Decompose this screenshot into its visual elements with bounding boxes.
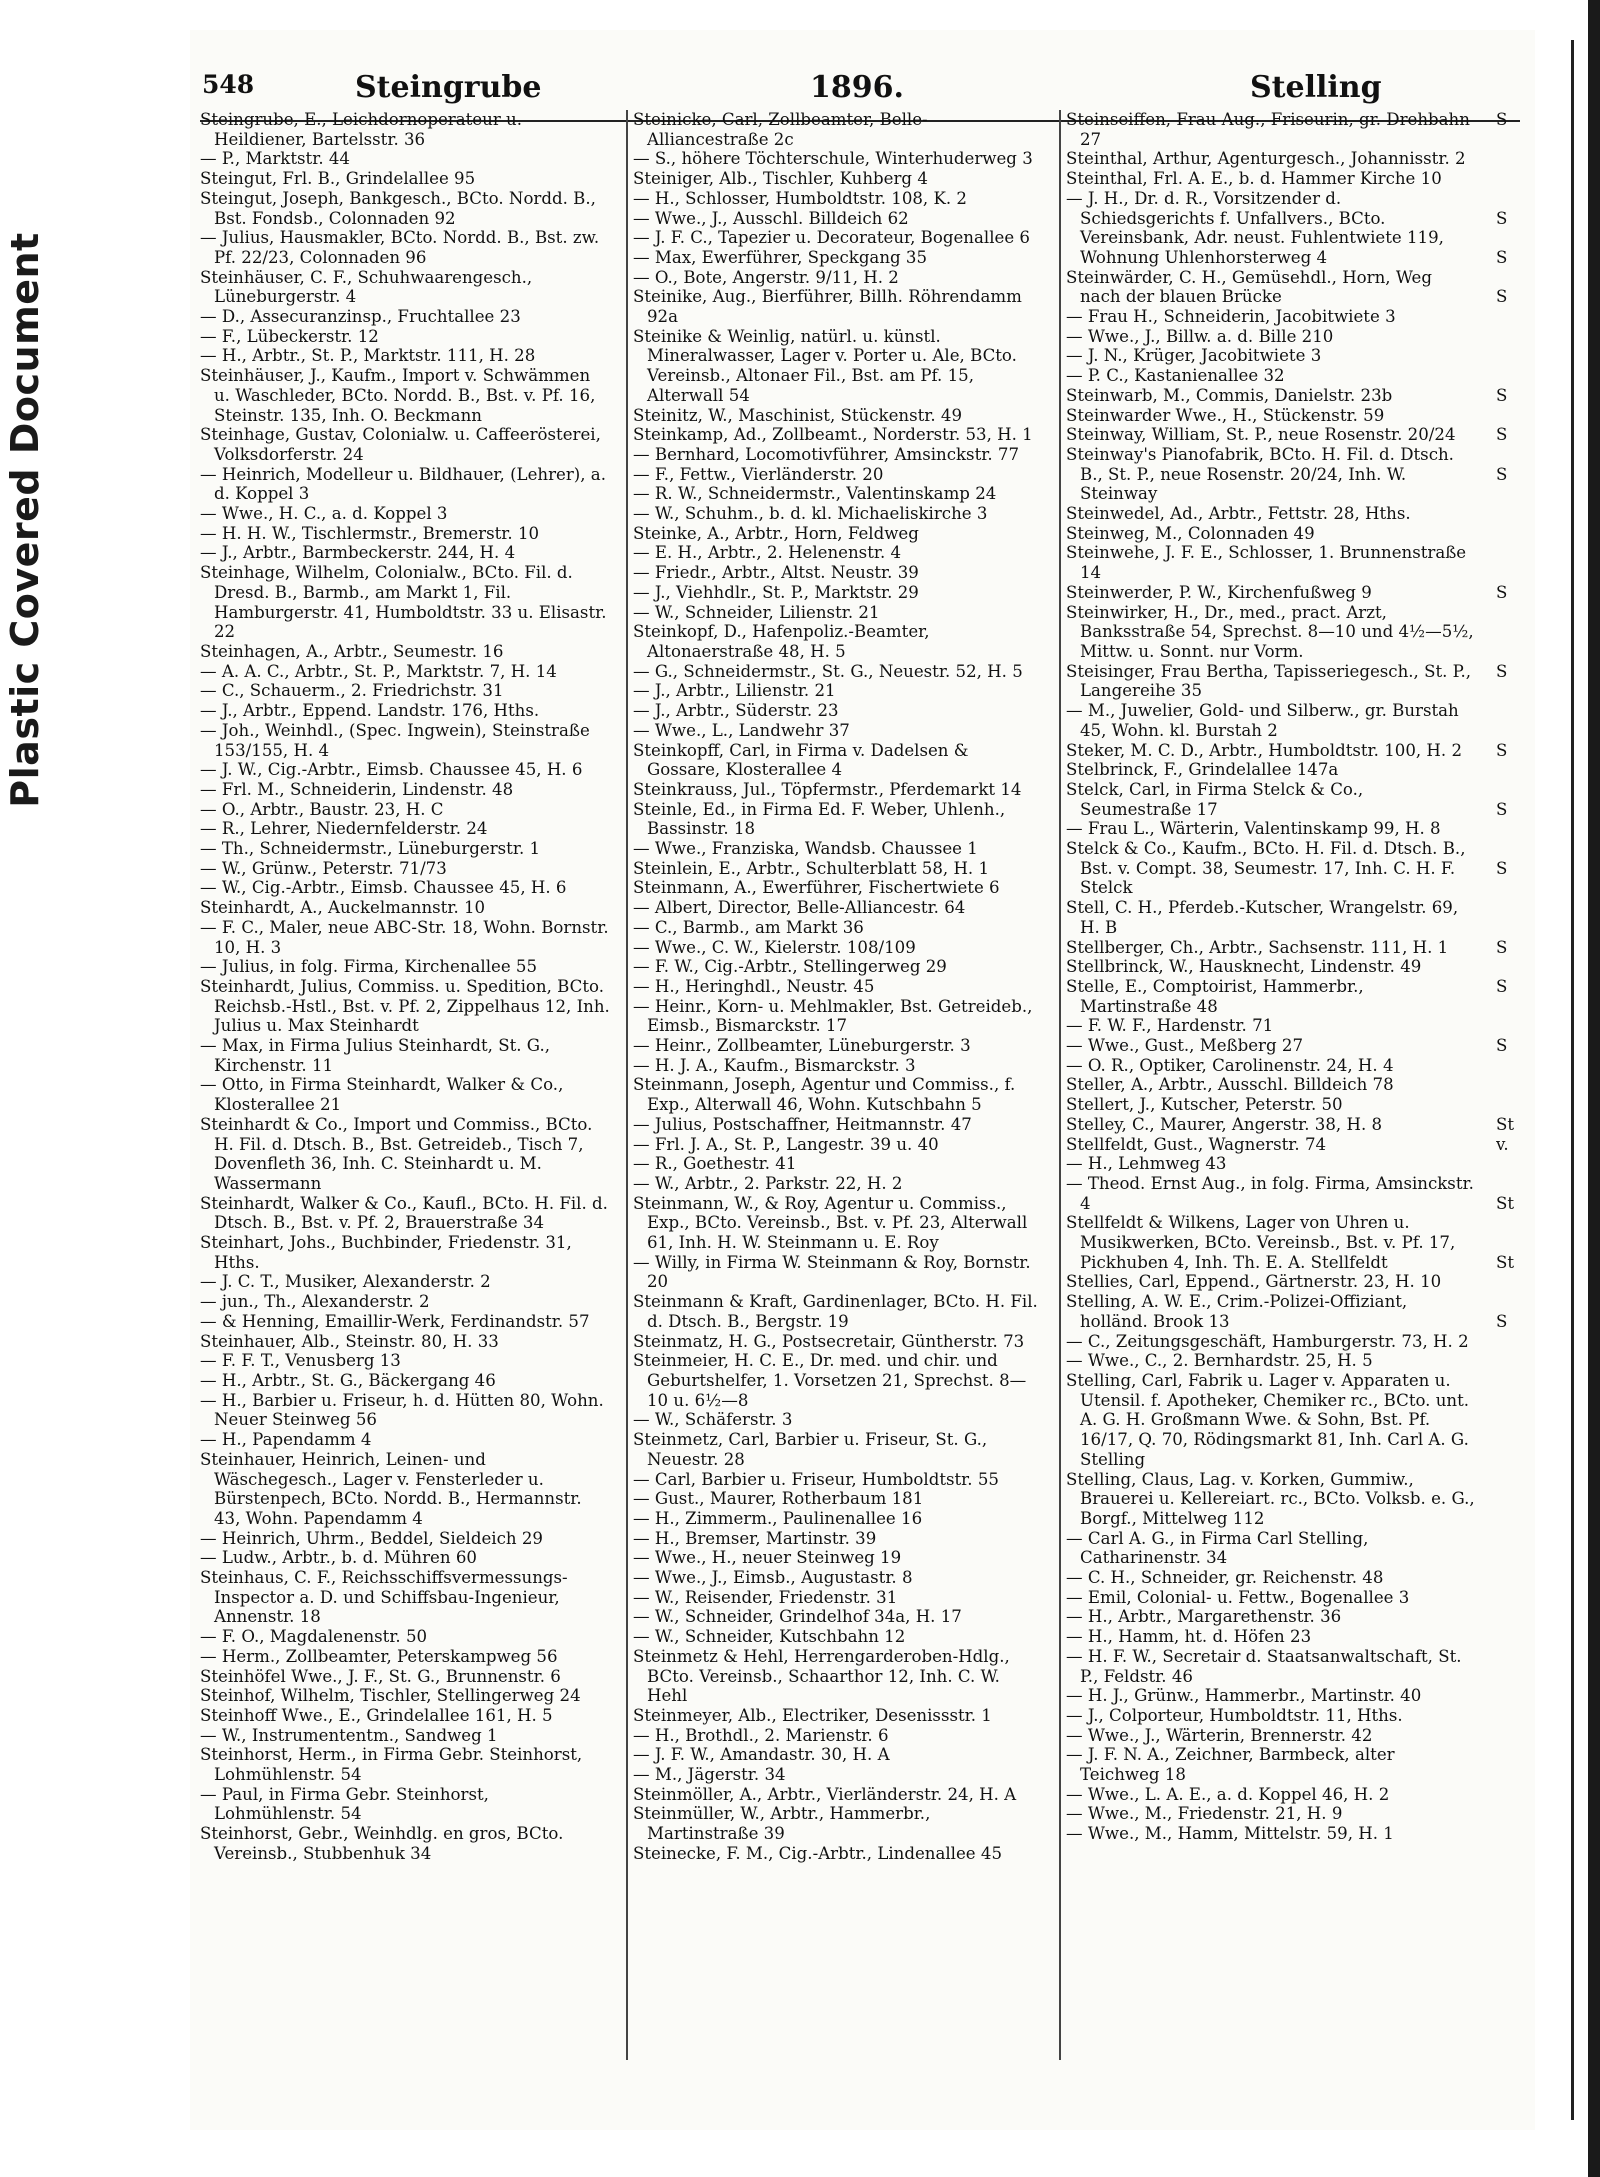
directory-entry: — Max, in Firma Julius Steinhardt, St. G., Kirchenstr. 11	[200, 1036, 551, 1075]
directory-entry: — J. H., Dr. d. R., Vorsitzender d. Schiedsgerichts f. Unfallvers., BCto. Vereinsbank, Adr. neust. Fuhlentwiete 119, Wohnung Uhlenhorsterweg 4	[1066, 188, 1444, 267]
directory-entry: — J., Viehhdlr., St. P., Marktstr. 29	[633, 582, 919, 602]
directory-entry: — Ludw., Arbtr., b. d. Mühren 60	[200, 1548, 477, 1568]
column-3	[1066, 110, 1476, 1844]
directory-entry: Steinmatz, H. G., Postsecretair, Güntherstr. 73	[633, 1331, 1025, 1351]
directory-entry: Steinkopff, Carl, in Firma v. Dadelsen & Gossare, Klosterallee 4	[633, 740, 969, 780]
directory-entry	[1496, 681, 1536, 701]
directory-entry	[1496, 327, 1536, 347]
directory-entry: — Joh., Weinhdl., (Spec. Ingwein), Steinstraße 153/155, H. 4	[200, 720, 590, 760]
directory-entry: — W., Schneider, Lilienstr. 21	[633, 602, 880, 622]
directory-entry: — Wwe., J., Eimsb., Augustastr. 8	[633, 1568, 913, 1588]
directory-entry: — J., Arbtr., Süderstr. 23	[633, 701, 839, 721]
directory-entry: — W., Schneider, Grindelhof 34a, H. 17	[633, 1607, 962, 1627]
directory-entry: Steiniger, Alb., Tischler, Kuhberg 4	[633, 169, 928, 189]
directory-entry: — & Henning, Emaillir-Werk, Ferdinandstr. 57	[200, 1311, 590, 1331]
header-year: 1896.	[810, 70, 904, 105]
directory-entry: — H. H. W., Tischlermstr., Bremerstr. 10	[200, 523, 540, 543]
directory-entry	[1496, 878, 1536, 898]
directory-entry: — Heinr., Korn- u. Mehlmakler, Bst. Getreideb., Eimsb., Bismarckstr. 17	[633, 996, 1033, 1036]
directory-entry: S	[1496, 582, 1508, 602]
directory-entry: — R., Lehrer, Niedernfelderstr. 24	[200, 819, 488, 839]
directory-entry: — Wwe., C., 2. Bernhardstr. 25, H. 5	[1066, 1351, 1373, 1371]
directory-entry: Steinhauer, Alb., Steinstr. 80, H. 33	[200, 1331, 499, 1351]
directory-entry	[1496, 642, 1536, 662]
directory-entry: — Carl A. G., in Firma Carl Stelling, Catharinenstr. 34	[1066, 1528, 1369, 1568]
directory-entry: Steinkamp, Ad., Zollbeamt., Norderstr. 53, H. 1	[633, 425, 1033, 445]
directory-entry: — O., Bote, Angerstr. 9/11, H. 2	[633, 267, 899, 287]
column-divider	[626, 110, 628, 2060]
directory-entry: Steinmann, W., & Roy, Agentur u. Commiss., Exp., BCto. Vereinsb., Bst. v. Pf. 23, Alterwall 61, Inh. H. W. Steinmann u. E. Roy	[633, 1193, 1028, 1253]
directory-entry: S	[1496, 425, 1508, 445]
directory-entry: — Julius, in folg. Firma, Kirchenallee 55	[200, 957, 538, 977]
column-1	[200, 110, 610, 1864]
directory-entry: Steinhagen, A., Arbtr., Seumestr. 16	[200, 641, 504, 661]
directory-entry: — Julius, Postschaffner, Heitmannstr. 47	[633, 1114, 972, 1134]
directory-entry: Steinhauer, Heinrich, Leinen- und Wäschegesch., Lager v. Fensterleder u. Bürstenpech, BCto. Nordd. B., Hermannstr. 43, Wohn. Papendamm 4	[200, 1449, 582, 1528]
directory-entry	[1496, 1174, 1536, 1194]
directory-entry: Steinmann, A., Ewerführer, Fischertwiete 6	[633, 878, 1000, 898]
directory-entry: — F. O., Magdalenenstr. 50	[200, 1627, 428, 1647]
directory-entry	[1496, 130, 1536, 150]
column-4-fragment	[1496, 110, 1536, 1332]
directory-entry: — J. W., Cig.-Arbtr., Eimsb. Chaussee 45, H. 6	[200, 760, 583, 780]
directory-entry: — G., Schneidermstr., St. G., Neuestr. 52, H. 5	[633, 661, 1023, 681]
directory-entry	[1496, 819, 1536, 839]
directory-entry: Steinwarb, M., Commis, Danielstr. 23b	[1066, 385, 1393, 405]
directory-entry: Steinike, Aug., Bierführer, Billh. Röhrendamm 92a	[633, 287, 1022, 327]
column-2	[633, 110, 1043, 1864]
directory-entry: Steinwedel, Ad., Arbtr., Fettstr. 28, Hths.	[1066, 504, 1411, 524]
directory-entry	[1496, 1056, 1536, 1076]
directory-entry	[1496, 504, 1536, 524]
directory-entry: St	[1496, 1252, 1515, 1272]
directory-entry: — H., Bremser, Martinstr. 39	[633, 1528, 877, 1548]
directory-entry: — Wwe., H., neuer Steinweg 19	[633, 1548, 902, 1568]
directory-entry: Steinhardt, A., Auckelmannstr. 10	[200, 898, 486, 918]
directory-entry: Stelling, A. W. E., Crim.-Polizei-Offiziant, holländ. Brook 13	[1066, 1292, 1408, 1331]
directory-entry: Stellert, J., Kutscher, Peterstr. 50	[1066, 1095, 1343, 1115]
directory-entry: — J., Colporteur, Humboldtstr. 11, Hths.	[1066, 1705, 1403, 1725]
directory-entry: Steinicke, Carl, Zollbeamter, Belle-Alliancestraße 2c	[633, 110, 928, 149]
directory-entry: — H., Barbier u. Friseur, h. d. Hütten 80, Wohn. Neuer Steinweg 56	[200, 1390, 604, 1430]
directory-entry: Steinhage, Wilhelm, Colonialw., BCto. Fil. d. Dresd. B., Barmb., am Markt 1, Fil. Hamburgerstr. 41, Humboldtstr. 33 u. Elisastr. 22	[200, 563, 607, 642]
directory-entry: — Wwe., L. A. E., a. d. Koppel 46, H. 2	[1066, 1784, 1390, 1804]
directory-entry: Steingrube, E., Leichdornoperateur u. Heildiener, Bartelsstr. 36	[200, 110, 522, 149]
directory-entry: Steinhage, Gustav, Colonialw. u. Caffeerösterei, Volksdorferstr. 24	[200, 425, 601, 464]
directory-entry: S	[1496, 208, 1508, 228]
directory-entry: — H. J., Grünw., Hammerbr., Martinstr. 40	[1066, 1686, 1422, 1706]
directory-entry: — Willy, in Firma W. Steinmann & Roy, Bornstr. 20	[633, 1252, 1031, 1292]
directory-entry: — W., Arbtr., 2. Parkstr. 22, H. 2	[633, 1173, 903, 1193]
directory-entry	[1496, 721, 1536, 741]
directory-entry: — J. N., Krüger, Jacobitwiete 3	[1066, 346, 1322, 366]
next-page-rule	[1571, 40, 1574, 2120]
directory-entry: Stellies, Carl, Eppend., Gärtnerstr. 23, H. 10	[1066, 1272, 1442, 1292]
directory-entry	[1496, 524, 1536, 544]
directory-entry: — Frau H., Schneiderin, Jacobitwiete 3	[1066, 307, 1396, 327]
directory-entry: — Th., Schneidermstr., Lüneburgerstr. 1	[200, 839, 541, 859]
directory-entry: — H., Arbtr., St. G., Bäckergang 46	[200, 1371, 496, 1390]
directory-entry: — J. C. T., Musiker, Alexanderstr. 2	[200, 1272, 491, 1292]
directory-entry	[1496, 1272, 1536, 1292]
directory-entry: — Wwe., L., Landwehr 37	[633, 720, 850, 740]
sidebar-label: Plastic Covered Document	[3, 232, 47, 808]
directory-entry: St	[1496, 1193, 1515, 1213]
directory-entry: Stelling, Carl, Fabrik u. Lager v. Apparaten u. Utensil. f. Apotheker, Chemiker rc., BCto. unt. A. G. H. Großmann Wwe. & Sohn, Bst. Pf. 16/17, Q. 70, Rödingsmarkt 81, Inh. Carl A. G. Stelling	[1066, 1371, 1470, 1469]
directory-entry: Steinmöller, A., Arbtr., Vierländerstr. 24, H. A	[633, 1784, 1017, 1804]
directory-entry: Stellberger, Ch., Arbtr., Sachsenstr. 111, H. 1	[1066, 937, 1449, 957]
directory-entry	[1496, 563, 1536, 583]
directory-entry: S	[1496, 799, 1508, 819]
directory-entry	[1496, 366, 1536, 386]
directory-entry	[1496, 543, 1536, 563]
directory-entry: — Theod. Ernst Aug., in folg. Firma, Amsinckstr. 4	[1066, 1173, 1474, 1213]
directory-entry: — Albert, Director, Belle-Alliancestr. 64	[633, 898, 966, 918]
directory-entry: — jun., Th., Alexanderstr. 2	[200, 1292, 430, 1312]
directory-entry	[1496, 169, 1536, 189]
directory-entry	[1496, 997, 1536, 1017]
directory-entry: Steinseiffen, Frau Aug., Friseurin, gr. Drehbahn 27	[1066, 110, 1470, 149]
directory-entry: Stellfeldt, Gust., Wagnerstr. 74	[1066, 1134, 1327, 1154]
directory-entry: Steinitz, W., Maschinist, Stückenstr. 49	[633, 405, 963, 425]
directory-entry: — C. H., Schneider, gr. Reichenstr. 48	[1066, 1568, 1384, 1588]
directory-entry: — C., Schauerm., 2. Friedrichstr. 31	[200, 681, 504, 701]
directory-entry: — W., Instrumententm., Sandweg 1	[200, 1725, 498, 1745]
directory-entry: — Wwe., Franziska, Wandsb. Chaussee 1	[633, 839, 978, 859]
directory-entry	[1496, 484, 1536, 504]
directory-entry	[1496, 1213, 1536, 1233]
directory-entry: Stelck & Co., Kaufm., BCto. H. Fil. d. Dtsch. B., Bst. v. Compt. 38, Seumestr. 17, Inh. C. H. F. Stelck	[1066, 839, 1466, 898]
directory-entry: — F. F. T., Venusberg 13	[200, 1351, 401, 1371]
directory-entry: Steinmetz & Hehl, Herrengarderoben-Hdlg., BCto. Vereinsb., Schaarthor 12, Inh. C. W. Hehl	[633, 1646, 1010, 1706]
directory-entry: — J. F. N. A., Zeichner, Barmbeck, alter Teichweg 18	[1066, 1745, 1395, 1785]
directory-entry: — H., Hamm, ht. d. Höfen 23	[1066, 1627, 1312, 1647]
directory-entry: — P. C., Kastanienallee 32	[1066, 366, 1285, 386]
directory-entry: Steinkrauss, Jul., Töpfermstr., Pferdemarkt 14	[633, 779, 1022, 799]
directory-entry: Steinmeyer, Alb., Electriker, Desenissstr. 1	[633, 1705, 992, 1725]
directory-entry: S	[1496, 385, 1508, 405]
directory-entry: — Wwe., C. W., Kielerstr. 108/109	[633, 937, 916, 957]
directory-entry: — Bernhard, Locomotivführer, Amsinckstr. 77	[633, 444, 1020, 464]
directory-entry	[1496, 839, 1536, 859]
directory-entry: — Heinr., Zollbeamter, Lüneburgerstr. 3	[633, 1036, 971, 1056]
directory-entry: — Wwe., J., Billw. a. d. Bille 210	[1066, 326, 1334, 346]
directory-entry: St	[1496, 1114, 1515, 1134]
directory-entry	[1496, 918, 1536, 938]
directory-entry: — J., Arbtr., Lilienstr. 21	[633, 681, 836, 701]
directory-entry: Stellbrinck, W., Hausknecht, Lindenstr. 49	[1066, 957, 1422, 977]
directory-entry: — R., Goethestr. 41	[633, 1154, 797, 1174]
directory-entry	[1496, 1233, 1536, 1253]
directory-entry: — R. W., Schneidermstr., Valentinskamp 24	[633, 484, 997, 504]
directory-entry: S	[1496, 740, 1508, 760]
directory-entry: — J., Arbtr., Barmbeckerstr. 244, H. 4	[200, 543, 516, 563]
directory-entry: Steinlein, E., Arbtr., Schulterblatt 58, H. 1	[633, 858, 990, 878]
directory-entry: Steinhäuser, C. F., Schuhwaarengesch., Lüneburgerstr. 4	[200, 267, 533, 307]
directory-entry: — H., Lehmweg 43	[1066, 1154, 1227, 1174]
directory-entry: — Wwe., J., Ausschl. Billdeich 62	[633, 208, 909, 228]
directory-entry: Steinhoff Wwe., E., Grindelallee 161, H. 5	[200, 1705, 553, 1725]
directory-entry: — Gust., Maurer, Rotherbaum 181	[633, 1489, 924, 1509]
directory-entry: S	[1496, 1311, 1508, 1331]
document-page	[190, 30, 1535, 2130]
directory-entry	[1496, 1095, 1536, 1115]
directory-entry: — F., Lübeckerstr. 12	[200, 326, 379, 346]
directory-entry: Steinmetz, Carl, Barbier u. Friseur, St. G., Neuestr. 28	[633, 1430, 988, 1469]
column-divider	[1059, 110, 1061, 2060]
directory-entry: — Paul, in Firma Gebr. Steinhorst, Lohmühlenstr. 54	[200, 1784, 489, 1824]
sidebar	[0, 0, 50, 2177]
directory-entry: Steinhöfel Wwe., J. F., St. G., Brunnenstr. 6	[200, 1666, 561, 1686]
directory-entry: — H., Zimmerm., Paulinenallee 16	[633, 1508, 923, 1528]
directory-entry: Stelck, Carl, in Firma Stelck & Co., Seumestraße 17	[1066, 779, 1364, 819]
directory-entry: — Frau L., Wärterin, Valentinskamp 99, H. 8	[1066, 819, 1441, 839]
directory-entry: Stelle, E., Comptoirist, Hammerbr., Martinstraße 48	[1066, 976, 1364, 1016]
header-right-title: Stelling	[1250, 70, 1382, 105]
directory-entry: S	[1496, 110, 1508, 129]
directory-entry: Steinwerder, P. W., Kirchenfußweg 9	[1066, 582, 1372, 602]
directory-entry: — M., Jägerstr. 34	[633, 1765, 786, 1785]
directory-entry: S	[1496, 247, 1508, 267]
directory-entry	[1496, 603, 1536, 623]
directory-entry: Steingut, Joseph, Bankgesch., BCto. Nordd. B., Bst. Fondsb., Colonnaden 92	[200, 188, 596, 228]
directory-entry: — H., Arbtr., Margarethenstr. 36	[1066, 1607, 1342, 1627]
directory-entry: Steinmann, Joseph, Agentur und Commiss., f. Exp., Alterwall 46, Wohn. Kutschbahn 5	[633, 1075, 1016, 1115]
directory-entry: Steinike & Weinlig, natürl. u. künstl. Mineralwasser, Lager v. Porter u. Ale, BCto. Vereinsb., Altonaer Fil., Bst. am Pf. 15, Alterwall 54	[633, 326, 1017, 405]
directory-entry: Steinecke, F. M., Cig.-Arbtr., Lindenallee 45	[633, 1843, 1003, 1863]
directory-entry: — W., Schneider, Kutschbahn 12	[633, 1627, 906, 1647]
directory-entry	[1496, 307, 1536, 327]
directory-entry: — J. F. C., Tapezier u. Decorateur, Bogenallee 6	[633, 228, 1030, 248]
directory-entry	[1496, 622, 1536, 642]
directory-entry	[1496, 268, 1536, 288]
directory-entry	[1496, 1016, 1536, 1036]
directory-entry: — H. F. W., Secretair d. Staatsanwaltschaft, St. P., Feldstr. 46	[1066, 1646, 1462, 1686]
directory-entry: — Frl. M., Schneiderin, Lindenstr. 48	[200, 779, 514, 799]
directory-entry: Steinmann & Kraft, Gardinenlager, BCto. H. Fil. d. Dtsch. B., Bergstr. 19	[633, 1292, 1038, 1331]
directory-entry: Steller, A., Arbtr., Ausschl. Billdeich 78	[1066, 1075, 1394, 1095]
directory-entry: Steinthal, Frl. A. E., b. d. Hammer Kirche 10	[1066, 169, 1442, 189]
directory-entry: — Otto, in Firma Steinhardt, Walker & Co., Klosterallee 21	[200, 1075, 564, 1115]
header-left-title: Steingrube	[355, 70, 542, 105]
directory-entry	[1496, 1292, 1536, 1312]
directory-entry: Steinwehe, J. F. E., Schlosser, 1. Brunnenstraße 14	[1066, 543, 1467, 583]
directory-entry: Stellfeldt & Wilkens, Lager von Uhren u. Musikwerken, BCto. Vereinsb., Bst. v. Pf. 17, Pickhuben 4, Inh. Th. E. A. Stellfeldt	[1066, 1213, 1456, 1272]
directory-entry: — P., Marktstr. 44	[200, 149, 350, 169]
directory-entry: Steinwirker, H., Dr., med., pract. Arzt, Banksstraße 54, Sprechst. 8—10 und 4½—5½, Mittw. u. Sonnt. nur Vorm.	[1066, 602, 1474, 661]
directory-entry: — H., Arbtr., St. P., Marktstr. 111, H. 28	[200, 346, 536, 366]
directory-entry: S	[1496, 464, 1508, 484]
directory-entry: — W., Schäferstr. 3	[633, 1410, 793, 1430]
directory-entry: v.	[1496, 1134, 1509, 1154]
directory-entry: — E. H., Arbtr., 2. Helenenstr. 4	[633, 543, 902, 563]
directory-entry	[1496, 1154, 1536, 1174]
directory-entry: Steinhaus, C. F., Reichsschiffsvermessungs-Inspector a. D. und Schiffsbau-Ingenieur, Annenstr. 18	[200, 1568, 568, 1627]
directory-entry	[1496, 228, 1536, 248]
directory-entry: — A. A. C., Arbtr., St. P., Marktstr. 7, H. 14	[200, 661, 557, 681]
directory-entry: — Wwe., J., Wärterin, Brennerstr. 42	[1066, 1725, 1373, 1745]
directory-entry: — W., Schuhm., b. d. kl. Michaeliskirche 3	[633, 504, 988, 524]
directory-entry: S	[1496, 858, 1508, 878]
directory-entry: S	[1496, 661, 1508, 681]
directory-entry: Steinkopf, D., Hafenpoliz.-Beamter, Altonaerstraße 48, H. 5	[633, 622, 930, 661]
directory-entry	[1496, 760, 1536, 780]
directory-entry: — F. W., Cig.-Arbtr., Stellingerweg 29	[633, 957, 947, 977]
directory-entry: — Wwe., Gust., Meßberg 27	[1066, 1036, 1304, 1056]
directory-entry: Steinway's Pianofabrik, BCto. H. Fil. d. Dtsch. B., St. P., neue Rosenstr. 20/24, Inh. W. Steinway	[1066, 444, 1454, 504]
directory-entry: — S., höhere Töchterschule, Winterhuderweg 3	[633, 149, 1033, 169]
directory-entry: Stelley, C., Maurer, Angerstr. 38, H. 8	[1066, 1114, 1383, 1134]
directory-entry: Steinhäuser, J., Kaufm., Import v. Schwämmen u. Waschleder, BCto. Nordd. B., Bst. v. Pf. 16, Steinstr. 135, Inh. O. Beckmann	[200, 366, 596, 425]
directory-entry: Steinhorst, Gebr., Weinhdlg. en gros, BCto. Vereinsb., Stubbenhuk 34	[200, 1824, 564, 1863]
directory-entry: Steingut, Frl. B., Grindelallee 95	[200, 169, 476, 189]
directory-entry	[1496, 780, 1536, 800]
directory-entry	[1496, 346, 1536, 366]
directory-entry: — F., Fettw., Vierländerstr. 20	[633, 464, 884, 484]
directory-entry: — H., Papendamm 4	[200, 1430, 372, 1450]
directory-entry	[1496, 189, 1536, 209]
directory-entry: Stelling, Claus, Lag. v. Korken, Gummiw., Brauerei u. Kellereiart. rc., BCto. Volksb. e. G., Borgf., Mittelweg 112	[1066, 1469, 1475, 1528]
directory-entry: — Wwe., H. C., a. d. Koppel 3	[200, 504, 448, 524]
directory-entry: — J., Arbtr., Eppend. Landstr. 176, Hths.	[200, 701, 540, 721]
page-number: 548	[202, 70, 255, 99]
directory-entry: — M., Juwelier, Gold- und Silberw., gr. Burstah 45, Wohn. kl. Burstah 2	[1066, 701, 1459, 740]
directory-entry: — Frl. J. A., St. P., Langestr. 39 u. 40	[633, 1134, 939, 1154]
directory-entry: — H., Heringhdl., Neustr. 45	[633, 976, 875, 996]
directory-entry: S	[1496, 1036, 1508, 1056]
directory-entry: Steinwärder, C. H., Gemüsehdl., Horn, Weg nach der blauen Brücke	[1066, 267, 1432, 307]
directory-entry: Steker, M. C. D., Arbtr., Humboldtstr. 100, H. 2	[1066, 740, 1463, 760]
directory-entry: — Wwe., M., Hamm, Mittelstr. 59, H. 1	[1066, 1824, 1394, 1844]
directory-entry: — W., Grünw., Peterstr. 71/73	[200, 858, 447, 878]
directory-entry: — F. W. F., Hardenstr. 71	[1066, 1016, 1274, 1036]
directory-entry	[1496, 701, 1536, 721]
directory-entry: — F. C., Maler, neue ABC-Str. 18, Wohn. Bornstr. 10, H. 3	[200, 917, 609, 957]
directory-entry: S	[1496, 976, 1508, 996]
directory-entry: — W., Cig.-Arbtr., Eimsb. Chaussee 45, H. 6	[200, 878, 567, 898]
directory-entry: Steisinger, Frau Bertha, Tapisseriegesch., St. P., Langereihe 35	[1066, 661, 1472, 701]
directory-entry: Steinhardt, Julius, Commiss. u. Spedition, BCto. Reichsb.-Hstl., Bst. v. Pf. 2, Zippelhaus 12, Inh. Julius u. Max Steinhardt	[200, 976, 610, 1036]
directory-entry: — Friedr., Arbtr., Altst. Neustr. 39	[633, 563, 919, 583]
directory-entry: Steinle, Ed., in Firma Ed. F. Weber, Uhlenh., Bassinstr. 18	[633, 799, 1006, 839]
directory-entry: — O. R., Optiker, Carolinenstr. 24, H. 4	[1066, 1055, 1394, 1075]
directory-entry: Stell, C. H., Pferdeb.-Kutscher, Wrangelstr. 69, H. B	[1066, 898, 1459, 937]
directory-entry: — W., Reisender, Friedenstr. 31	[633, 1587, 898, 1607]
directory-entry: Steinhardt, Walker & Co., Kaufl., BCto. H. Fil. d. Dtsch. B., Bst. v. Pf. 2, Brauerstraße 34	[200, 1193, 608, 1233]
directory-entry	[1496, 898, 1536, 918]
directory-entry: Steinhart, Johs., Buchbinder, Friedenstr. 31, Hths.	[200, 1233, 572, 1272]
directory-entry: — Herm., Zollbeamter, Peterskampweg 56	[200, 1646, 558, 1666]
directory-entry: — H., Brothdl., 2. Marienstr. 6	[633, 1725, 889, 1745]
directory-entry	[1496, 149, 1536, 169]
directory-entry: — C., Barmb., am Markt 36	[633, 917, 864, 937]
directory-entry	[1496, 406, 1536, 426]
directory-entry: — Emil, Colonial- u. Fettw., Bogenallee 3	[1066, 1587, 1410, 1607]
directory-entry: — Julius, Hausmakler, BCto. Nordd. B., Bst. zw. Pf. 22/23, Colonnaden 96	[200, 228, 600, 267]
directory-entry: — Carl, Barbier u. Friseur, Humboldtstr. 55	[633, 1469, 999, 1489]
directory-entry: — Wwe., M., Friedenstr. 21, H. 9	[1066, 1804, 1343, 1824]
directory-entry: Steinweg, M., Colonnaden 49	[1066, 523, 1315, 543]
directory-entry: — H., Schlosser, Humboldtstr. 108, K. 2	[633, 188, 967, 208]
directory-entry: Steinway, William, St. P., neue Rosenstr. 20/24	[1066, 425, 1456, 445]
directory-entry: — D., Assecuranzinsp., Fruchtallee 23	[200, 307, 521, 327]
directory-entry: — Heinrich, Modelleur u. Bildhauer, (Lehrer), a. d. Koppel 3	[200, 464, 606, 504]
directory-entry: — Heinrich, Uhrm., Beddel, Sieldeich 29	[200, 1528, 543, 1548]
directory-entry	[1496, 957, 1536, 977]
directory-entry: — C., Zeitungsgeschäft, Hamburgerstr. 73, H. 2	[1066, 1331, 1469, 1351]
binding-edge	[1588, 0, 1600, 2177]
directory-entry	[1496, 445, 1536, 465]
directory-entry: Steinwarder Wwe., H., Stückenstr. 59	[1066, 405, 1385, 425]
directory-entry: S	[1496, 287, 1508, 307]
directory-entry: S	[1496, 937, 1508, 957]
directory-entry: Steinmüller, W., Arbtr., Hammerbr., Martinstraße 39	[633, 1804, 931, 1844]
directory-entry: — J. F. W., Amandastr. 30, H. A	[633, 1745, 890, 1765]
directory-entry: — O., Arbtr., Baustr. 23, H. C	[200, 799, 444, 819]
directory-entry: Stelbrinck, F., Grindelallee 147a	[1066, 760, 1339, 780]
directory-entry: Steinke, A., Arbtr., Horn, Feldweg	[633, 523, 919, 543]
directory-entry: Steinthal, Arthur, Agenturgesch., Johannisstr. 2	[1066, 149, 1466, 169]
directory-entry: — Max, Ewerführer, Speckgang 35	[633, 247, 928, 267]
directory-entry: Steinhorst, Herm., in Firma Gebr. Steinhorst, Lohmühlenstr. 54	[200, 1745, 583, 1785]
directory-entry: Steinhardt & Co., Import und Commiss., BCto. H. Fil. d. Dtsch. B., Bst. Getreideb., Tisch 7, Dovenfleth 36, Inh. C. Steinhardt u. M. Wassermann	[200, 1114, 593, 1193]
directory-entry: Steinhof, Wilhelm, Tischler, Stellingerweg 24	[200, 1686, 581, 1706]
directory-entry: — H. J. A., Kaufm., Bismarckstr. 3	[633, 1055, 916, 1075]
directory-entry: Steinmeier, H. C. E., Dr. med. und chir. und Geburtshelfer, 1. Vorsetzen 21, Sprechst. 8—10 u. 6½—8	[633, 1351, 1027, 1410]
directory-entry	[1496, 1075, 1536, 1095]
